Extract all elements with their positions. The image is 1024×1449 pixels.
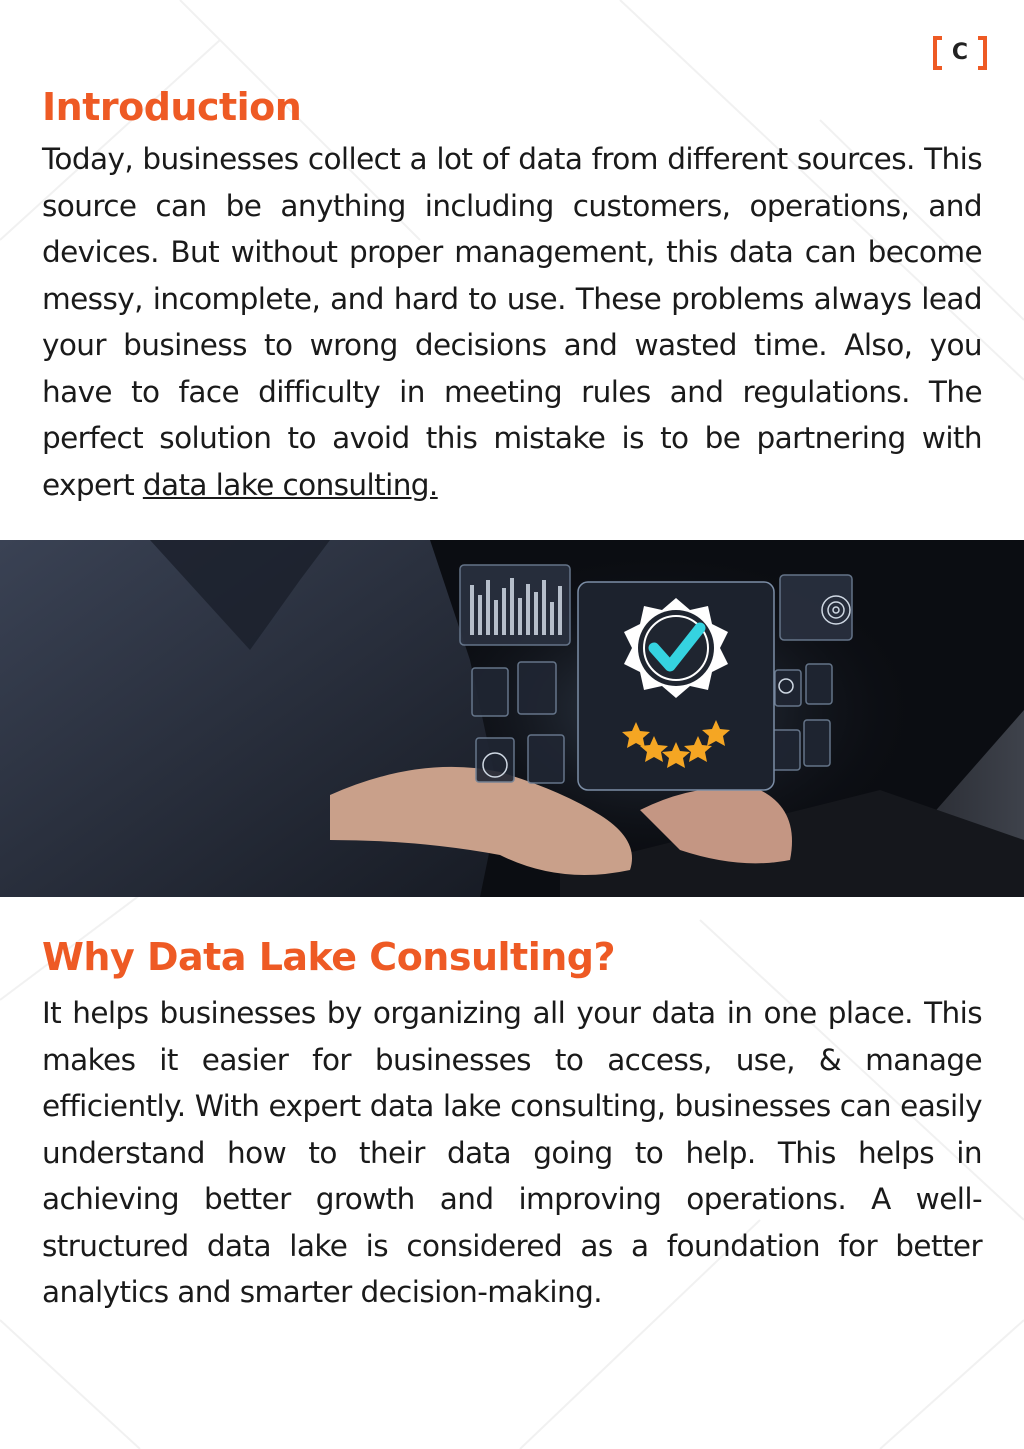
hero-image [0, 540, 1024, 897]
data-lake-consulting-link[interactable]: data lake consulting. [142, 467, 438, 502]
logo-bracket-left [933, 36, 942, 70]
introduction-paragraph [42, 136, 982, 508]
why-data-lake-heading: Why Data Lake Consulting? [42, 935, 616, 979]
introduction-text: Today, businesses collect a lot of data from different sources. This source can be anything including customers, operations, and devices. But without proper management, this data can become messy, incomplete, and hard to use. These problems always lead your business to wrong decisions and wasted time. Also, you have to face difficulty in meeting rules and regulations. The perfect solution to avoid this mistake is to be partnering with expert [42, 142, 982, 502]
logo-letter: C [951, 39, 969, 65]
introduction-section [42, 84, 982, 508]
why-data-lake-paragraph: It helps businesses by organizing all your data in one place. This makes it easier for businesses to access, use, & manage efficiently. With expert data lake consulting, businesses can easily understand how to their data going to help. This helps in achieving better growth and improving operations. A well-structured data lake is considered as a foundation for better analytics and smarter decision-making. [42, 996, 982, 1309]
logo-bracket-right [978, 36, 987, 70]
why-data-lake-section [42, 934, 982, 1316]
brand-logo [933, 36, 987, 70]
introduction-heading: Introduction [42, 85, 302, 129]
